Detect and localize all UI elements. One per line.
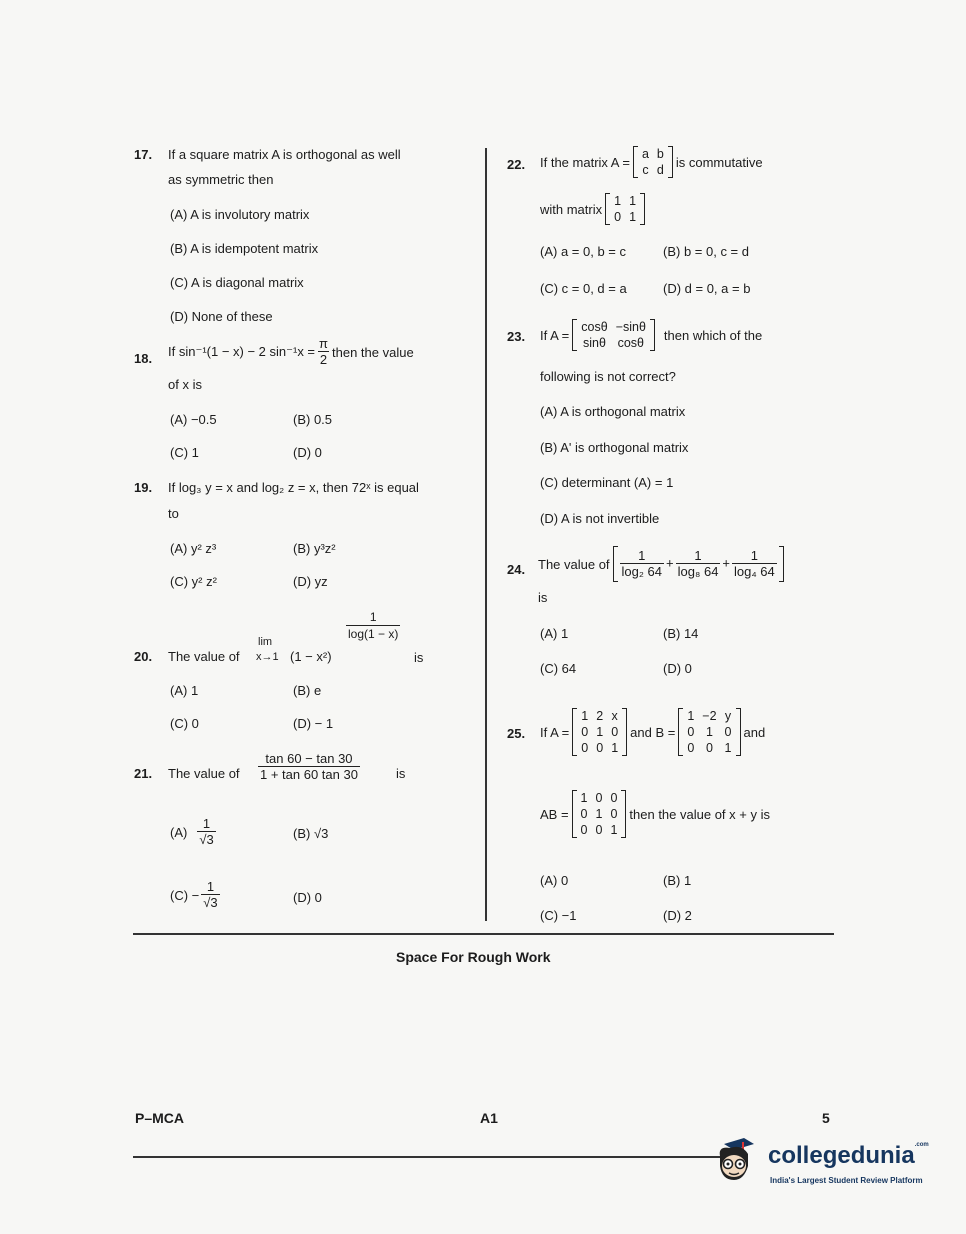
q21-option-c-label: (C) − (170, 887, 200, 903)
q23-pre: If A = (540, 327, 570, 343)
q22-with (540, 188, 648, 230)
q25-matrix-a-row (577, 724, 622, 740)
q24-option-d: (D) 0 (663, 661, 692, 676)
q24-one-1: 1 (638, 548, 646, 563)
footer-rule (133, 1156, 733, 1158)
q21-option-d: (D) 0 (293, 890, 322, 905)
q25-matrix-b-cell: −2 (702, 709, 717, 723)
rough-work-rule (133, 933, 834, 935)
q18-text-2: of x is (168, 377, 202, 392)
q23-option-d: (D) A is not invertible (540, 511, 660, 526)
q25-matrix-a-cell: 1 (596, 725, 604, 739)
q18-option-c: (C) 1 (170, 445, 199, 460)
q25-matrix-a-cell: 0 (581, 741, 589, 755)
q24-pre: The value of (538, 556, 610, 572)
q18-fraction (317, 336, 330, 368)
q24-term-2 (676, 548, 721, 580)
q24-post: is (538, 590, 548, 605)
q21-c-num: 1 (206, 879, 215, 894)
collegedunia-mascot-icon (714, 1136, 758, 1184)
q23-matrix-cell: sinθ (583, 336, 606, 350)
q24-one-2: 1 (694, 548, 702, 563)
q19-number: 19. (134, 480, 153, 495)
q24-log-3: log₄ 64 (734, 564, 775, 579)
q20-option-b: (B) e (293, 683, 322, 698)
q22-option-a: (A) a = 0, b = c (540, 244, 626, 259)
q25-post: then the value of x + y is (629, 806, 770, 822)
q25-matrix-ab-cell: 0 (610, 807, 618, 821)
q18-post: then the value (332, 344, 414, 360)
q21-pre: The value of (168, 766, 240, 781)
footer-paper-code: P–MCA (135, 1110, 185, 1126)
q24-option-b: (B) 14 (663, 626, 699, 641)
q21-a-num: 1 (202, 816, 211, 831)
q22-matrix-a (633, 146, 673, 178)
q23-matrix-row (577, 335, 650, 351)
q19-option-d: (D) yz (293, 574, 328, 589)
q25-matrix-a (572, 708, 627, 756)
q25-matrix-b-cell: 0 (724, 725, 732, 739)
q25-matrix-b-cell: 0 (705, 741, 713, 755)
q21-option-a-frac (197, 816, 215, 848)
q25-matrix-b-row (683, 740, 735, 756)
q25-matrix-a-cell: 0 (581, 725, 589, 739)
q23-option-b: (B) A' is orthogonal matrix (540, 440, 689, 455)
q22-matrix-b (605, 193, 645, 225)
q21-frac-den: 1 + tan 60 tan 30 (260, 767, 358, 782)
logo-name: collegedunia (768, 1142, 915, 1169)
q24-plus-1: + (666, 555, 674, 571)
q25-and-2: and (743, 724, 766, 740)
q22-with-label: with matrix (540, 201, 603, 217)
q18-equation (168, 336, 414, 368)
q25-matrix-ab-row (577, 806, 622, 822)
rough-work-heading: Space For Rough Work (396, 949, 551, 965)
q21-option-a-label: (A) (170, 824, 188, 840)
q24-option-c: (C) 64 (540, 661, 577, 676)
q20-exp-fraction (346, 610, 400, 642)
q20-option-c: (C) 0 (170, 716, 199, 731)
q24-number: 24. (507, 562, 526, 577)
q25-option-d: (D) 2 (663, 908, 692, 923)
q18-frac-num: π (319, 336, 329, 351)
q21-option-c-frac (201, 879, 219, 911)
q24-term-1 (620, 548, 664, 580)
q17-text-2: as symmetric then (168, 172, 274, 187)
q17-option-a: (A) A is involutory matrix (170, 207, 310, 222)
q25-matrix-b-cell: 1 (687, 709, 695, 723)
q18-option-b: (B) 0.5 (293, 412, 333, 427)
q21-option-a (170, 816, 218, 848)
q21-post: is (396, 766, 406, 781)
q25-matrix-a-cell: 1 (611, 741, 619, 755)
q18-option-a: (A) −0.5 (170, 412, 217, 427)
footer-page-number: 5 (822, 1110, 830, 1126)
q23-matrix (572, 319, 655, 351)
q21-option-c (170, 879, 222, 911)
q25-matrix-ab-cell: 0 (580, 807, 588, 821)
q22-pre: If the matrix A = (540, 154, 630, 170)
q25-matrix-b-row (683, 724, 735, 740)
q18-option-d: (D) 0 (293, 445, 322, 460)
q22-matrix-b-cell: 1 (629, 210, 637, 224)
q24-option-a: (A) 1 (540, 626, 569, 641)
q23-matrix-cell: cosθ (617, 336, 644, 350)
q25-matrix-a-cell: x (611, 709, 618, 723)
q20-pre: The value of (168, 649, 240, 664)
q22-matrix-a-cell: c (642, 163, 649, 177)
q25-option-c: (C) −1 (540, 908, 577, 923)
footer-series: A1 (480, 1110, 498, 1126)
q19-option-b: (B) y³z² (293, 541, 336, 556)
collegedunia-tagline: India's Largest Student Review Platform (770, 1176, 923, 1185)
q21-c-den: √3 (203, 895, 218, 910)
q25-matrix-a-cell: 0 (611, 725, 619, 739)
q22-option-c: (C) c = 0, d = a (540, 281, 627, 296)
q24-term-3 (732, 548, 777, 580)
q17-option-c: (C) A is diagonal matrix (170, 275, 304, 290)
q22-option-d: (D) d = 0, a = b (663, 281, 751, 296)
q25-matrix-b-cell: y (724, 709, 732, 723)
q25-matrix-a-cell: 2 (596, 709, 604, 723)
q20-option-d: (D) − 1 (293, 716, 334, 731)
q18-number: 18. (134, 351, 153, 366)
q20-lim-sub: x→1 (256, 651, 279, 663)
q25-matrix-ab-cell: 1 (580, 791, 588, 805)
q23-matrix-cell: cosθ (581, 320, 608, 334)
q25-matrix-ab-row (577, 790, 622, 806)
q25-matrix-a-row (577, 708, 622, 724)
q25-matrix-b-cell: 1 (705, 725, 713, 739)
q22-matrix-a-row (638, 162, 668, 178)
q25-matrix-ab-cell: 0 (595, 791, 603, 805)
q24-bracket (613, 546, 784, 582)
q17-number: 17. (134, 147, 153, 162)
q22-matrix-b-row (610, 209, 640, 225)
q23-option-c: (C) determinant (A) = 1 (540, 475, 674, 490)
q25-matrix-ab-cell: 1 (610, 823, 618, 837)
logo-dotcom: .com (914, 1142, 929, 1148)
q25-matrix-a-cell: 1 (581, 709, 589, 723)
q21-frac-num: tan 60 − tan 30 (265, 751, 353, 766)
q24-log-1: log₂ 64 (621, 564, 663, 579)
q20-exp-num: 1 (369, 610, 377, 624)
q20-number: 20. (134, 649, 153, 664)
q25-option-b: (B) 1 (663, 873, 692, 888)
q24-plus-2: + (722, 555, 731, 571)
q21-a-den: √3 (199, 832, 214, 847)
q25-equation (540, 700, 765, 764)
q23-equation (540, 313, 762, 357)
q22-matrix-a-cell: d (656, 163, 664, 177)
q25-equation-2 (540, 782, 770, 846)
q23-matrix-row (577, 319, 650, 335)
q22-matrix-b-cell: 0 (614, 210, 622, 224)
q25-matrix-ab-row (577, 822, 622, 838)
q25-matrix-ab-cell: 0 (610, 791, 618, 805)
q17-text: If a square matrix A is orthogonal as well (168, 147, 401, 162)
q23-number: 23. (507, 329, 526, 344)
q23-text-2: following is not correct? (540, 369, 676, 384)
q22-matrix-a-row (638, 146, 668, 162)
q20-exp-den: log(1 − x) (348, 627, 399, 641)
q25-matrix-b-row (683, 708, 735, 724)
q25-matrix-a-row (577, 740, 622, 756)
q25-ab: AB = (540, 806, 569, 822)
q21-fraction-wrap (256, 751, 362, 783)
q24-log-2: log₈ 64 (677, 564, 719, 579)
q25-matrix-b (678, 708, 740, 756)
q25-matrix-b-cell: 0 (687, 725, 695, 739)
q25-matrix-ab-cell: 0 (595, 823, 603, 837)
q25-matrix-a-cell: 0 (596, 741, 604, 755)
q25-and-1: and B = (630, 724, 676, 740)
q17-option-d: (D) None of these (170, 309, 273, 324)
q23-matrix-cell: −sinθ (615, 320, 646, 334)
q25-number: 25. (507, 726, 526, 741)
q24-equation (538, 546, 787, 582)
q22-matrix-a-cell: b (656, 147, 664, 161)
q20-exponent (344, 610, 402, 642)
q23-option-a: (A) A is orthogonal matrix (540, 404, 686, 419)
q20-option-a: (A) 1 (170, 683, 199, 698)
q25-matrix-ab-cell: 0 (580, 823, 588, 837)
q18-pre: If sin⁻¹(1 − x) − 2 sin⁻¹x = (168, 344, 316, 359)
q19-option-a: (A) y² z³ (170, 541, 217, 556)
q19-option-c: (C) y² z² (170, 574, 217, 589)
q19-text: If log₃ y = x and log₂ z = x, then 72ˣ is equal (168, 480, 419, 495)
q22-option-b: (B) b = 0, c = d (663, 244, 749, 259)
q20-post: is (414, 650, 424, 665)
collegedunia-logo-text (768, 1142, 929, 1170)
q22-matrix-b-cell: 1 (629, 194, 637, 208)
q22-matrix-a-cell: a (641, 147, 649, 161)
q24-one-3: 1 (750, 548, 758, 563)
q21-option-b: (B) √3 (293, 826, 329, 841)
q21-number: 21. (134, 766, 153, 781)
q22-matrix-b-cell: 1 (614, 194, 622, 208)
q17-option-b: (B) A is idempotent matrix (170, 241, 319, 256)
q22-post: is commutative (675, 154, 763, 170)
q22-number: 22. (507, 157, 526, 172)
q25-option-a: (A) 0 (540, 873, 569, 888)
q25-matrix-ab-cell: 1 (595, 807, 603, 821)
q22-equation (540, 140, 763, 184)
q25-pre: If A = (540, 724, 570, 740)
q20-lim: lim (258, 636, 273, 648)
q23-post: then which of the (663, 327, 763, 343)
q25-matrix-ab (572, 790, 627, 838)
q25-matrix-b-cell: 1 (724, 741, 732, 755)
q18-frac-den: 2 (319, 352, 328, 367)
q20-base: (1 − x²) (290, 649, 332, 664)
q25-matrix-b-cell: 0 (687, 741, 695, 755)
q19-text-2: to (168, 506, 179, 521)
q21-fraction (258, 751, 360, 783)
q22-matrix-b-row (610, 193, 640, 209)
column-divider (485, 148, 487, 921)
